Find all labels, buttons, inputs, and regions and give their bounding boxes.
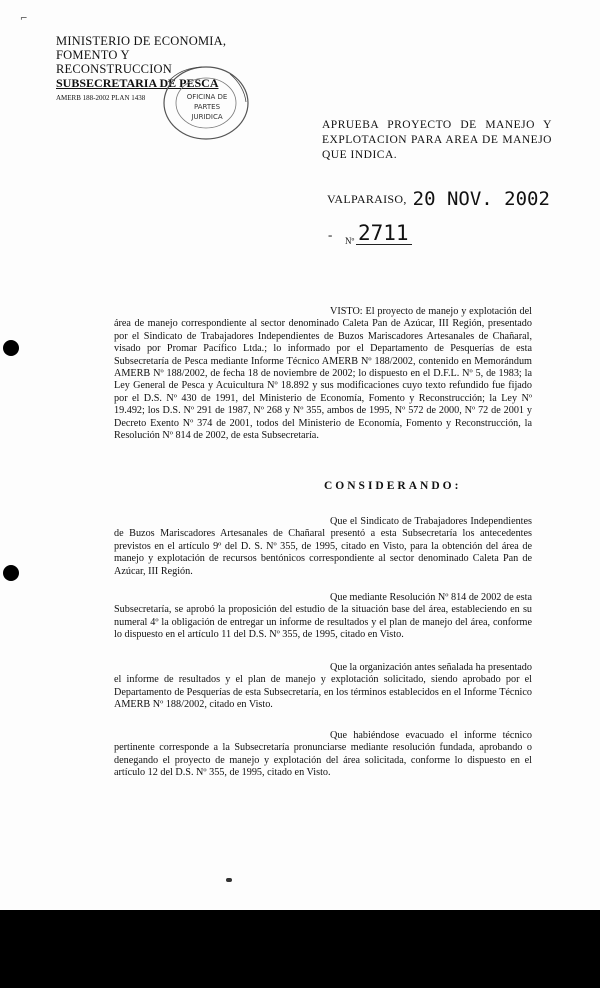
visto-text: VISTO: El proyecto de manejo y explotación del área de manejo correspondiente al sector denominado Caleta Pan de Azúcar, III Región, presentado por el Sindicato de Trabajadores Independientes de Buzos Mariscadores Artesanales de Chañaral, visado por Promar Pacífico Ltda.; lo informado por el Departamento de Pesquerías de esta Subsecretaría de Pesca mediante Informe Técnico AMERB Nº 188/2002, contenido en Memorándum AMERB Nº 188/2002, de fecha 18 de noviembre de 2002; lo dispuesto en el D.F.L. Nº 5, de 1983; la Ley General de Pesca y Acuicultura Nº 18.892 y sus modificaciones cuyo texto refundido fue fijado por el D.S. Nº 430 de 1991, del Ministerio de Economía, Fomento y Reconstrucción; la Ley Nº 19.492; los D.S. Nº 291 de 1987, Nº 268 y Nº 355, ambos de 1995, Nº 572 de 2000, Nº 72 de 2001 y Decreto Exento Nº 374 de 2001, todos del Ministerio de Economía, Fomento y Reconstrucción, la Resolución Nº 814 de 2002, de esta Subsecretaría. <box>114 306 532 442</box>
number-label: Nº <box>345 236 355 246</box>
dash: - <box>328 227 333 242</box>
city: VALPARAISO, <box>327 192 407 206</box>
considerando-text: Que mediante Resolución Nº 814 de 2002 de esta Subsecretaría, se aprobó la proposición del estudio de la situación base del área, estableciendo en su numeral 4º la obligación de entregar un informe de resultados y el plan de manejo del área, conforme lo dispuesto en el artículo 11 del D.S. Nº 355, de 1995, citado en Visto. <box>114 592 532 641</box>
reference-code: AMERB 188-2002 PLAN 1438 <box>56 94 146 102</box>
stamp-line: JURIDICA <box>191 113 223 121</box>
corner-mark: ⌐ <box>20 14 28 24</box>
considerando-paragraph <box>114 516 532 578</box>
scan-speck <box>226 878 232 882</box>
considerando-heading: CONSIDERANDO: <box>324 480 462 492</box>
ministry-line-2: FOMENTO Y RECONSTRUCCION <box>56 48 173 76</box>
considerando-text: Que el Sindicato de Trabajadores Independientes de Buzos Mariscadores Artesanales de Chañaral presentó a esta Subsecretaría los antecedentes previstos en el artículo 9º del D. S. Nº 355, de 1995, citado en Visto, para la obtención del área de manejo y explotación de recursos bentónicos correspondiente al sector denominado Caleta Pan de Azúcar, III Región. <box>114 516 532 577</box>
considerando-paragraph <box>114 592 532 642</box>
scan-border <box>0 910 600 988</box>
resolution-number <box>328 221 409 246</box>
stamped-date: 20 NOV. 2002 <box>412 188 550 210</box>
stamp-line: OFICINA DE <box>186 93 228 101</box>
number-value: 2711 <box>358 221 409 245</box>
office-stamp <box>160 62 252 144</box>
stamp-text <box>182 92 232 122</box>
resolution-subject: APRUEBA PROYECTO DE MANEJO Y EXPLOTACION PARA AREA DE MANEJO QUE INDICA. <box>322 119 552 161</box>
punch-hole <box>3 340 19 356</box>
considerando-text: Que la organización antes señalada ha presentado el informe de resultados y el plan de manejo y explotación solicitado, siendo aprobado por el Departamento de Pesquerías de esta Subsecretaría, en los términos establecidos en el Informe Técnico AMERB Nº 188/2002, citado en Visto. <box>114 662 532 711</box>
punch-hole <box>3 565 19 581</box>
considerando-paragraph <box>114 662 532 712</box>
considerando-paragraph <box>114 730 532 780</box>
date-line <box>327 186 550 208</box>
ministry-line: MINISTERIO DE ECONOMIA, <box>56 34 227 48</box>
subsecretaria-line: SUBSECRETARIA DE PESCA <box>56 76 219 90</box>
number-underline <box>356 244 412 245</box>
stamp-line: PARTES <box>193 103 221 111</box>
considerando-text: Que habiéndose evacuado el informe técnico pertinente corresponde a la Subsecretaría pronunciarse mediante resolución fundada, aprobando o denegando el proyecto de manejo y explotación del área solicitada, conforme lo dispuesto en el artículo 12 del D.S. Nº 355, de 1995, citado en Visto. <box>114 730 532 779</box>
visto-paragraph <box>114 306 532 442</box>
